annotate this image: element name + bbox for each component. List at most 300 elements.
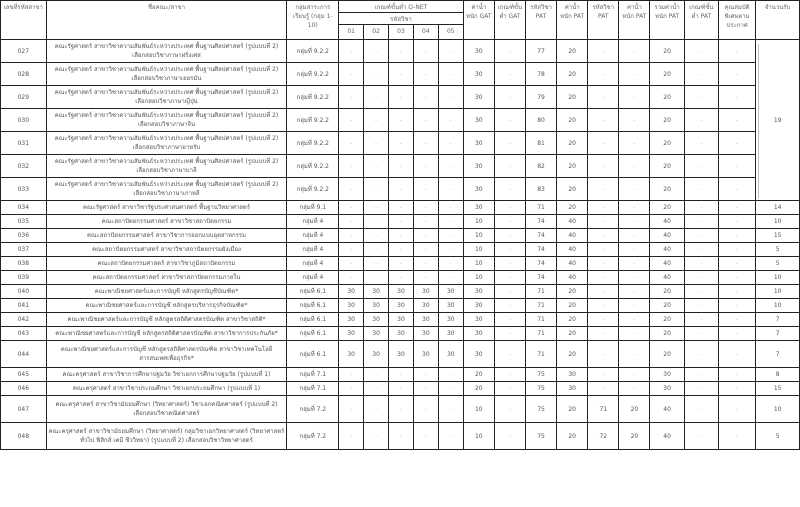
row-seats: 5 (756, 257, 800, 271)
row-group: กลุ่มที่ 9.2.2 (287, 40, 339, 63)
row-onet-03: - (389, 257, 414, 271)
row-onet-01: - (339, 86, 364, 109)
row-pat-code-1: 80 (525, 109, 556, 132)
row-special: - (718, 40, 755, 63)
row-code: 036 (1, 229, 47, 243)
row-pat-code-1: 71 (525, 285, 556, 299)
row-gat-weight: 10 (463, 257, 494, 271)
row-onet-02: - (364, 382, 389, 396)
row-special: - (718, 243, 755, 257)
row-pat-code-2: - (588, 229, 619, 243)
row-pat-code-2: - (588, 63, 619, 86)
table-row (1, 243, 800, 257)
row-pat-weight-2: - (619, 271, 650, 285)
row-pat-code-1: 75 (525, 382, 556, 396)
row-pat-weight-1: 20 (557, 155, 588, 178)
row-group: กลุ่มที่ 9.2.2 (287, 86, 339, 109)
row-pat-code-1: 77 (525, 40, 556, 63)
row-onet-05: - (438, 257, 463, 271)
row-code: 027 (1, 40, 47, 63)
row-special: - (718, 299, 755, 313)
row-seats: 7 (756, 313, 800, 327)
row-special: - (718, 63, 755, 86)
row-pat-code-2: - (588, 285, 619, 299)
row-gat-weight: 30 (463, 40, 494, 63)
row-onet-03: - (389, 201, 414, 215)
row-group: กลุ่มที่ 4 (287, 271, 339, 285)
row-pat-code-2: - (588, 341, 619, 368)
table-row (1, 368, 800, 382)
row-pat-total: 20 (650, 327, 684, 341)
row-seats: 10 (756, 396, 800, 423)
row-code: 028 (1, 63, 47, 86)
row-onet-04: - (413, 396, 438, 423)
row-onet-05: - (438, 243, 463, 257)
row-pat-weight-2: - (619, 285, 650, 299)
row-seats: 10 (756, 285, 800, 299)
row-gat-weight: 30 (463, 86, 494, 109)
row-onet-05: 30 (438, 313, 463, 327)
row-pat-total: 30 (650, 382, 684, 396)
row-group: กลุ่มที่ 9.2.2 (287, 155, 339, 178)
row-onet-01: - (339, 271, 364, 285)
header-onet-04: 04 (413, 25, 438, 40)
row-pat-weight-1: 20 (557, 327, 588, 341)
row-pat-code-2: - (588, 132, 619, 155)
row-onet-05: - (438, 423, 463, 450)
row-onet-04: - (413, 63, 438, 86)
row-group: กลุ่มที่ 6.1 (287, 341, 339, 368)
row-onet-01: - (339, 382, 364, 396)
row-gat-min: - (494, 313, 525, 327)
row-name: คณะสถาปัตยกรรมศาสตร์ สาขาวิชาสถาปัตยกรรม (46, 215, 287, 229)
row-pat-weight-2: - (619, 382, 650, 396)
row-pat-code-1: 71 (525, 201, 556, 215)
row-pat-weight-1: 20 (557, 132, 588, 155)
row-onet-05: - (438, 109, 463, 132)
row-gat-min: - (494, 155, 525, 178)
row-name: คณะสถาปัตยกรรมศาสตร์ สาขาวิชาสถาปัตยกรรมผังเมือง (46, 243, 287, 257)
row-onet-03: - (389, 86, 414, 109)
table-row (1, 86, 800, 109)
row-onet-03: 30 (389, 299, 414, 313)
row-pat-weight-2: - (619, 368, 650, 382)
row-code: 046 (1, 382, 47, 396)
row-gat-weight: 20 (463, 368, 494, 382)
row-pat-code-1: 71 (525, 299, 556, 313)
table-row (1, 341, 800, 368)
header-seats: จำนวนรับ (756, 1, 800, 40)
row-pat-min: - (684, 368, 718, 382)
row-pat-min: - (684, 271, 718, 285)
row-group: กลุ่มที่ 6.1 (287, 327, 339, 341)
row-pat-code-2: - (588, 313, 619, 327)
row-onet-04: - (413, 257, 438, 271)
header-pat-min: เกณฑ์ขั้นต่ำ PAT (684, 1, 718, 40)
row-onet-04: - (413, 109, 438, 132)
row-gat-min: - (494, 368, 525, 382)
row-name: คณะพาณิชยศาสตร์และการบัญชี หลักสูตรสถิติศาสตรบัณฑิต สาขาวิชาสถิติ* (46, 313, 287, 327)
row-onet-03: - (389, 423, 414, 450)
row-name: คณะรัฐศาสตร์ สาขาวิชาความสัมพันธ์ระหว่างประเทศ พื้นฐานศิลปศาสตร์ (รูปแบบที่ 2) เลือกสอบวิชาภาษาเกาหลี (46, 178, 287, 201)
row-onet-01: 30 (339, 341, 364, 368)
row-pat-min: - (684, 178, 718, 201)
row-gat-min: - (494, 63, 525, 86)
row-onet-04: - (413, 178, 438, 201)
row-seats: 10 (756, 215, 800, 229)
row-gat-min: - (494, 299, 525, 313)
row-pat-total: 30 (650, 368, 684, 382)
header-pat-code-2: รหัสวิชา PAT (588, 1, 619, 40)
row-pat-total: 20 (650, 109, 684, 132)
row-special: - (718, 271, 755, 285)
row-gat-min: - (494, 201, 525, 215)
row-gat-weight: 30 (463, 109, 494, 132)
row-onet-01: - (339, 229, 364, 243)
header-onet: เกณฑ์ขั้นต่ำ O-NET (339, 1, 463, 13)
row-onet-02: - (364, 155, 389, 178)
row-pat-code-1: 74 (525, 271, 556, 285)
row-onet-02: 30 (364, 313, 389, 327)
header-pat-total: รวมค่าน้ำหนัก PAT (650, 1, 684, 40)
row-name: คณะรัฐศาสตร์ สาขาวิชาความสัมพันธ์ระหว่างประเทศ พื้นฐานศิลปศาสตร์ (รูปแบบที่ 2) เลือกสอบวิชาภาษาบาลี (46, 155, 287, 178)
row-pat-min: - (684, 86, 718, 109)
row-pat-code-2: - (588, 178, 619, 201)
row-onet-01: 30 (339, 285, 364, 299)
row-pat-min: - (684, 423, 718, 450)
row-onet-05: - (438, 40, 463, 63)
row-name: คณะครุศาสตร์ สาขาวิชามัธยมศึกษา (วิทยาศาสตร์) กลุ่มวิชาเอกวิทยาศาสตร์ (วิทยาศาสตร์ทั่วไป ฟิสิกส์ เคมี ชีววิทยา) (รูปแบบที่ 2) เลือกสอบวิชาวิทยาศาสตร์ (46, 423, 287, 450)
row-onet-02: - (364, 132, 389, 155)
row-pat-weight-1: 20 (557, 63, 588, 86)
row-onet-03: 30 (389, 341, 414, 368)
row-pat-total: 20 (650, 313, 684, 327)
row-onet-01: - (339, 243, 364, 257)
row-onet-01: - (339, 40, 364, 63)
row-onet-03: - (389, 382, 414, 396)
row-onet-02: - (364, 271, 389, 285)
row-pat-min: - (684, 201, 718, 215)
row-onet-01: 30 (339, 313, 364, 327)
row-seats: 14 (756, 201, 800, 215)
row-special: - (718, 215, 755, 229)
row-pat-code-2: - (588, 40, 619, 63)
row-group: กลุ่มที่ 6.1 (287, 313, 339, 327)
row-name: คณะรัฐศาสตร์ สาขาวิชาความสัมพันธ์ระหว่างประเทศ พื้นฐานศิลปศาสตร์ (รูปแบบที่ 2) เลือกสอบวิชาภาษาอาหรับ (46, 132, 287, 155)
row-onet-05: 30 (438, 299, 463, 313)
row-pat-code-1: 78 (525, 63, 556, 86)
row-pat-code-2: - (588, 109, 619, 132)
row-onet-04: - (413, 215, 438, 229)
row-pat-min: - (684, 63, 718, 86)
table-row (1, 229, 800, 243)
row-onet-05: - (438, 271, 463, 285)
row-pat-weight-1: 20 (557, 201, 588, 215)
row-name: คณะพาณิชยศาสตร์และการบัญชี หลักสูตรบัญชีบัณฑิต* (46, 285, 287, 299)
row-onet-04: - (413, 40, 438, 63)
header-pat-weight-2: ค่าน้ำหนัก PAT (619, 1, 650, 40)
row-onet-03: - (389, 368, 414, 382)
row-onet-01: - (339, 215, 364, 229)
row-group: กลุ่มที่ 7.1 (287, 382, 339, 396)
row-special: - (718, 155, 755, 178)
row-pat-code-1: 74 (525, 229, 556, 243)
row-name: คณะครุศาสตร์ สาขาวิชาการศึกษาปฐมวัย วิชาเอกการศึกษาปฐมวัย (รูปแบบที่ 1) (46, 368, 287, 382)
row-code: 042 (1, 313, 47, 327)
row-gat-min: - (494, 382, 525, 396)
row-pat-min: - (684, 396, 718, 423)
row-special: - (718, 341, 755, 368)
row-onet-05: - (438, 396, 463, 423)
row-group: กลุ่มที่ 9.1 (287, 201, 339, 215)
row-pat-weight-2: - (619, 178, 650, 201)
row-onet-02: - (364, 257, 389, 271)
bracket-line (758, 44, 759, 198)
row-special: - (718, 327, 755, 341)
row-onet-04: - (413, 229, 438, 243)
row-pat-total: 20 (650, 63, 684, 86)
row-gat-min: - (494, 285, 525, 299)
table-row (1, 327, 800, 341)
row-code: 044 (1, 341, 47, 368)
table-row (1, 132, 800, 155)
table-row (1, 178, 800, 201)
row-onet-05: - (438, 382, 463, 396)
row-pat-weight-2: - (619, 243, 650, 257)
row-code: 030 (1, 109, 47, 132)
row-gat-min: - (494, 327, 525, 341)
row-pat-weight-2: - (619, 257, 650, 271)
row-onet-02: 30 (364, 299, 389, 313)
row-special: - (718, 109, 755, 132)
table-row (1, 396, 800, 423)
row-pat-code-1: 75 (525, 423, 556, 450)
row-pat-weight-1: 20 (557, 40, 588, 63)
row-name: คณะพาณิชยศาสตร์และการบัญชี หลักสูตรบริหารธุรกิจบัณฑิต* (46, 299, 287, 313)
row-onet-04: - (413, 132, 438, 155)
row-pat-weight-2: - (619, 109, 650, 132)
row-onet-03: 30 (389, 285, 414, 299)
row-code: 035 (1, 215, 47, 229)
row-pat-code-2: - (588, 243, 619, 257)
row-onet-02: - (364, 243, 389, 257)
table-body (1, 40, 800, 450)
row-pat-code-1: 81 (525, 132, 556, 155)
row-onet-04: - (413, 423, 438, 450)
row-pat-weight-1: 20 (557, 178, 588, 201)
row-pat-code-1: 71 (525, 341, 556, 368)
row-special: - (718, 382, 755, 396)
row-onet-02: - (364, 109, 389, 132)
row-pat-total: 40 (650, 243, 684, 257)
row-group: กลุ่มที่ 4 (287, 257, 339, 271)
row-gat-min: - (494, 243, 525, 257)
row-onet-02: 30 (364, 327, 389, 341)
row-pat-total: 20 (650, 155, 684, 178)
row-onet-01: - (339, 368, 364, 382)
row-pat-total: 20 (650, 132, 684, 155)
row-pat-min: - (684, 327, 718, 341)
row-gat-min: - (494, 423, 525, 450)
row-onet-04: - (413, 201, 438, 215)
row-pat-min: - (684, 215, 718, 229)
row-code: 040 (1, 285, 47, 299)
row-gat-min: - (494, 271, 525, 285)
header-gat-min: เกณฑ์ขั้นต่ำ GAT (494, 1, 525, 40)
row-pat-weight-2: - (619, 40, 650, 63)
row-pat-total: 40 (650, 215, 684, 229)
row-pat-weight-2: - (619, 63, 650, 86)
row-onet-04: 30 (413, 327, 438, 341)
table-header (1, 1, 800, 40)
row-pat-code-1: 79 (525, 86, 556, 109)
header-onet-02: 02 (364, 25, 389, 40)
row-gat-weight: 10 (463, 423, 494, 450)
row-pat-min: - (684, 243, 718, 257)
row-gat-weight: 30 (463, 178, 494, 201)
row-code: 029 (1, 86, 47, 109)
row-pat-weight-2: - (619, 341, 650, 368)
row-onet-01: - (339, 423, 364, 450)
row-group: กลุ่มที่ 4 (287, 243, 339, 257)
row-group: กลุ่มที่ 4 (287, 229, 339, 243)
row-pat-code-1: 75 (525, 396, 556, 423)
row-pat-code-1: 75 (525, 368, 556, 382)
row-pat-weight-2: - (619, 313, 650, 327)
row-onet-05: 30 (438, 341, 463, 368)
row-pat-weight-2: 20 (619, 423, 650, 450)
row-pat-min: - (684, 132, 718, 155)
row-onet-05: 30 (438, 327, 463, 341)
row-pat-min: - (684, 285, 718, 299)
row-onet-02: 30 (364, 285, 389, 299)
row-pat-code-1: 71 (525, 313, 556, 327)
row-onet-03: - (389, 271, 414, 285)
row-pat-weight-1: 20 (557, 285, 588, 299)
row-group: กลุ่มที่ 9.2.2 (287, 63, 339, 86)
row-onet-05: - (438, 132, 463, 155)
row-name: คณะรัฐศาสตร์ สาขาวิชาความสัมพันธ์ระหว่างประเทศ พื้นฐานศิลปศาสตร์ (รูปแบบที่ 2) เลือกสอบวิชาภาษาฝรั่งเศส (46, 40, 287, 63)
row-pat-weight-2: - (619, 215, 650, 229)
row-code: 037 (1, 243, 47, 257)
row-onet-03: - (389, 109, 414, 132)
row-onet-03: - (389, 396, 414, 423)
row-onet-05: - (438, 368, 463, 382)
row-seats: 7 (756, 327, 800, 341)
table-row (1, 155, 800, 178)
row-seats: 5 (756, 423, 800, 450)
row-pat-weight-2: - (619, 201, 650, 215)
row-onet-04: 30 (413, 285, 438, 299)
row-pat-weight-1: 20 (557, 313, 588, 327)
row-onet-01: - (339, 178, 364, 201)
row-gat-min: - (494, 109, 525, 132)
row-onet-02: - (364, 215, 389, 229)
row-pat-min: - (684, 229, 718, 243)
row-pat-code-2: - (588, 327, 619, 341)
row-pat-weight-1: 30 (557, 368, 588, 382)
row-seats: 10 (756, 299, 800, 313)
row-onet-05: - (438, 215, 463, 229)
row-pat-total: 20 (650, 40, 684, 63)
row-pat-weight-1: 40 (557, 215, 588, 229)
row-pat-total: 40 (650, 396, 684, 423)
row-pat-total: 40 (650, 257, 684, 271)
row-onet-02: - (364, 423, 389, 450)
row-group: กลุ่มที่ 7.2 (287, 423, 339, 450)
row-name: คณะพาณิชยศาสตร์และการบัญชี หลักสูตรสถิติศาสตรบัณฑิต สาขาวิชาเทคโนโลยีสารสนเทศเพื่อธุรกิจ* (46, 341, 287, 368)
row-onet-03: - (389, 40, 414, 63)
row-onet-05: 30 (438, 285, 463, 299)
row-gat-min: - (494, 215, 525, 229)
row-pat-weight-1: 40 (557, 271, 588, 285)
row-special: - (718, 368, 755, 382)
row-onet-04: 30 (413, 313, 438, 327)
row-gat-min: - (494, 178, 525, 201)
row-pat-min: - (684, 40, 718, 63)
row-special: - (718, 313, 755, 327)
row-onet-05: - (438, 178, 463, 201)
row-onet-04: - (413, 243, 438, 257)
row-pat-total: 20 (650, 341, 684, 368)
row-onet-03: - (389, 215, 414, 229)
header-gat-weight: ค่าน้ำหนัก GAT (463, 1, 494, 40)
row-onet-04: - (413, 155, 438, 178)
row-onet-01: - (339, 396, 364, 423)
row-onet-01: - (339, 63, 364, 86)
row-pat-min: - (684, 155, 718, 178)
row-code: 034 (1, 201, 47, 215)
row-pat-weight-1: 20 (557, 423, 588, 450)
row-group: กลุ่มที่ 9.2.2 (287, 178, 339, 201)
row-pat-code-1: 71 (525, 327, 556, 341)
row-pat-weight-1: 30 (557, 382, 588, 396)
row-seats: 15 (756, 382, 800, 396)
row-onet-03: 30 (389, 327, 414, 341)
row-onet-02: - (364, 229, 389, 243)
row-group: กลุ่มที่ 9.2.2 (287, 109, 339, 132)
row-gat-weight: 10 (463, 271, 494, 285)
row-gat-weight: 30 (463, 201, 494, 215)
row-pat-weight-2: - (619, 229, 650, 243)
header-onet-05: 05 (438, 25, 463, 40)
row-name: คณะรัฐศาสตร์ สาขาวิชารัฐประศาสนศาสตร์ พื้นฐานวิทยาศาสตร์ (46, 201, 287, 215)
row-onet-03: - (389, 63, 414, 86)
row-pat-code-2: - (588, 368, 619, 382)
row-name: คณะสถาปัตยกรรมศาสตร์ สาขาวิชาสถาปัตยกรรมภายใน (46, 271, 287, 285)
row-pat-weight-2: - (619, 155, 650, 178)
row-gat-weight: 20 (463, 382, 494, 396)
row-special: - (718, 396, 755, 423)
row-gat-min: - (494, 396, 525, 423)
row-onet-05: - (438, 229, 463, 243)
row-onet-01: - (339, 201, 364, 215)
row-pat-code-2: 71 (588, 396, 619, 423)
row-gat-min: - (494, 132, 525, 155)
row-pat-code-1: 83 (525, 178, 556, 201)
row-pat-min: - (684, 109, 718, 132)
table-row (1, 313, 800, 327)
row-special: - (718, 229, 755, 243)
row-pat-weight-1: 20 (557, 341, 588, 368)
table-row (1, 382, 800, 396)
row-onet-02: - (364, 201, 389, 215)
row-gat-weight: 30 (463, 313, 494, 327)
row-group: กลุ่มที่ 6.1 (287, 285, 339, 299)
row-gat-min: - (494, 86, 525, 109)
row-pat-code-2: 72 (588, 423, 619, 450)
row-special: - (718, 257, 755, 271)
